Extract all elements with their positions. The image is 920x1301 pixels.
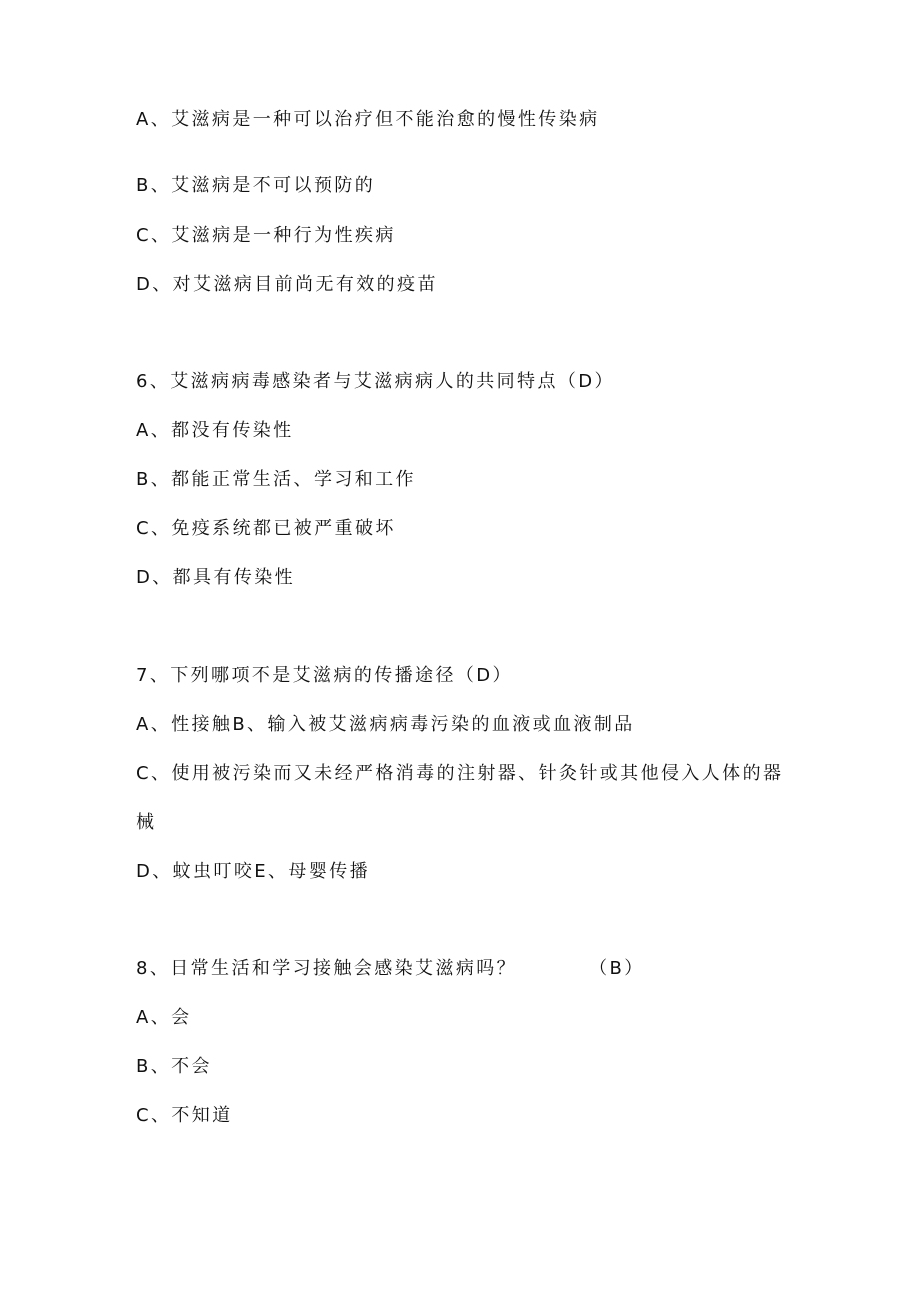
q7-option-a-b: A、性接触B、输入被艾滋病病毒污染的血液或血液制品 [136,714,635,735]
q8-option-a: A、会 [136,1007,192,1028]
q6-option-d: D、都具有传染性 [136,567,296,588]
q7-option-c-continued: 械 [136,812,157,833]
q5-option-a: A、艾滋病是一种可以治疗但不能治愈的慢性传染病 [136,109,600,130]
q6-question: 6、艾滋病病毒感染者与艾滋病病人的共同特点（D） [136,371,615,392]
q6-option-b: B、都能正常生活、学习和工作 [136,469,416,490]
q6-option-a: A、都没有传染性 [136,420,294,441]
q8-option-c: C、不知道 [136,1105,233,1126]
q7-option-d-e: D、蚊虫叮咬E、母婴传播 [136,861,371,882]
q7-option-c: C、使用被污染而又未经严格消毒的注射器、针灸针或其他侵入人体的器 [136,763,784,784]
q8-question-line [136,957,645,981]
q5-option-b: B、艾滋病是不可以预防的 [136,175,376,196]
q8-answer: （B） [589,958,645,979]
q5-option-c: C、艾滋病是一种行为性疾病 [136,225,396,246]
q7-question: 7、下列哪项不是艾滋病的传播途径（D） [136,665,513,686]
q6-option-c: C、免疫系统都已被严重破坏 [136,518,396,539]
q8-option-b: B、不会 [136,1056,212,1077]
q8-question: 8、日常生活和学习接触会感染艾滋病吗？ [136,958,518,979]
q5-option-d: D、对艾滋病目前尚无有效的疫苗 [136,274,438,295]
